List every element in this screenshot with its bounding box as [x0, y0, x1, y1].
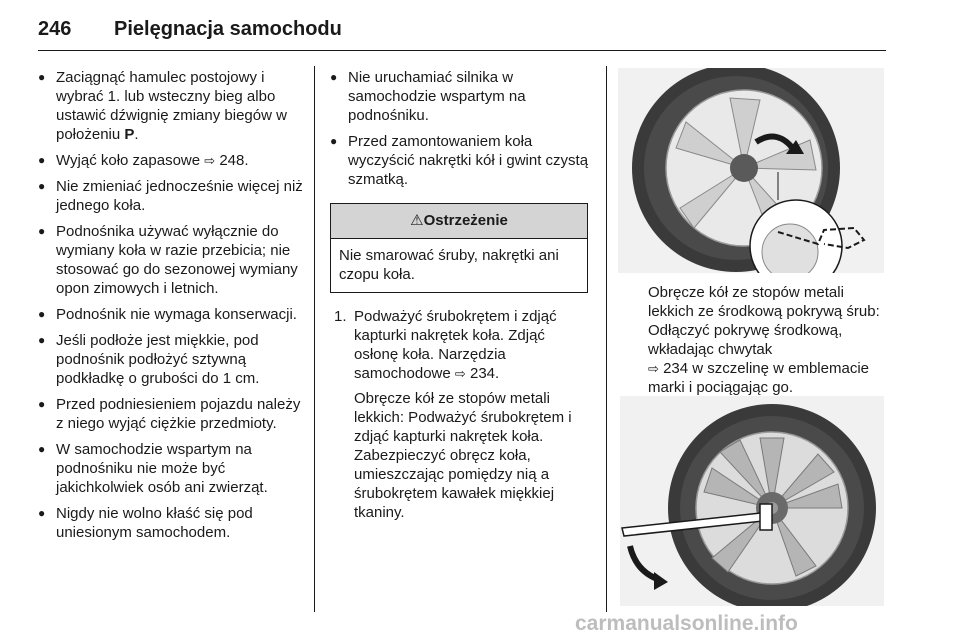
list-item: ● Zaciągnąć hamulec postojowy i wybrać 1. lub wsteczny bieg albo ustawić dźwignię zmiany biegów w położeniu P. [38, 68, 304, 144]
list-item: ● Podnośnika używać wyłącznie do wymiany koła w razie przebicia; nie stosować go do sezonowej wymiany opon zimowych i letnich. [38, 222, 304, 298]
list-item: ● Nie zmieniać jednocześnie więcej niż jednego koła. [38, 177, 304, 215]
list-item: ● Przed podniesieniem pojazdu należy z niego wyjąć ciężkie przedmioty. [38, 395, 304, 433]
warning-text: Nie smarować śruby, nakrętki ani czopu koła. [339, 247, 559, 283]
page-number: 246 [38, 18, 72, 40]
period: . [134, 126, 139, 143]
column-1 [38, 68, 304, 549]
bullet-list-2 [330, 68, 592, 189]
list-item: ● Nigdy nie wolno kłaść się pod uniesionym samochodem. [38, 504, 304, 542]
watermark: carmanualsonline.info [575, 612, 798, 635]
alloy-wheel-illustration [620, 396, 884, 606]
section-title: Pielęgnacja samochodu [114, 18, 342, 40]
step-number: 1. [334, 308, 347, 325]
wheel-hubcap-illustration [618, 68, 884, 273]
list-item: ● Nie uruchamiać silnika w samochodzie wspartym na podnośniku. [330, 68, 592, 125]
list-item: ● W samochodzie wspartym na podnośniku nie może być jakichkolwiek osób ani zwierząt. [38, 440, 304, 497]
page-reference-link[interactable]: 248. [219, 152, 249, 169]
step-list [330, 307, 592, 522]
page-reference-link[interactable]: 234 w szczelinę w emblemacie marki i pociągając go. [648, 360, 869, 396]
reference-arrow-icon: ⇨ [204, 153, 216, 168]
warning-box [330, 203, 588, 293]
column-divider-2 [606, 66, 607, 612]
warning-triangle-icon: ⚠ [410, 212, 424, 229]
column-divider-1 [314, 66, 315, 612]
alloy-wheel-icon [620, 396, 884, 606]
wheel-illustration-icon [618, 68, 884, 273]
gear-letter: P [124, 126, 135, 143]
list-item: ● Wyjąć koło zapasowe ⇨ 248. [38, 151, 304, 170]
list-item: ● Jeśli podłoże jest miękkie, pod podnośnik podłożyć sztywną podkładkę o grubości do 1 cm. [38, 331, 304, 388]
warning-header [331, 204, 587, 239]
page-header [38, 16, 886, 51]
page-reference-link[interactable]: 234. [469, 365, 500, 382]
list-item: ● Przed zamontowaniem koła wyczyścić nakrętki kół i gwint czystą szmatką. [330, 132, 592, 189]
step-item: 1. Podważyć śrubokrętem i zdjąć kapturki nakrętek koła. Zdjąć osłonę koła. Narzędzia samochodowe ⇨ 234. Obręcze kół ze stopów metali lekkich: Podważyć śrubokrętem i zdjąć kapturki nakrętek koła. Zabezpieczyć obręcz koła, umieszczając pomiędzy nią a śrubokrętem kawałek miękkiej tkaniny. [330, 307, 592, 522]
list-item: ● Podnośnik nie wymaga konserwacji. [38, 305, 304, 324]
column-3-caption: Obręcze kół ze stopów metali lekkich ze środkową pokrywą śrub: Odłączyć pokrywę środkową, wkładając chwytak ⇨ 234 w szczelinę w emblemacie marki i pociągając go. [648, 284, 880, 396]
step-paragraph: Obręcze kół ze stopów metali lekkich: Podważyć śrubokrętem i zdjąć kapturki nakrętek koła. Zabezpieczyć obręcz koła, umieszczając pomiędzy nią a śrubokrętem kawałek miękkiej tkaniny. [354, 390, 572, 521]
reference-arrow-icon: ⇨ [648, 361, 659, 376]
warning-title: Ostrzeżenie [423, 212, 508, 229]
reference-arrow-icon: ⇨ [454, 366, 466, 381]
column-2 [330, 68, 592, 522]
bullet-list-1 [38, 68, 304, 542]
